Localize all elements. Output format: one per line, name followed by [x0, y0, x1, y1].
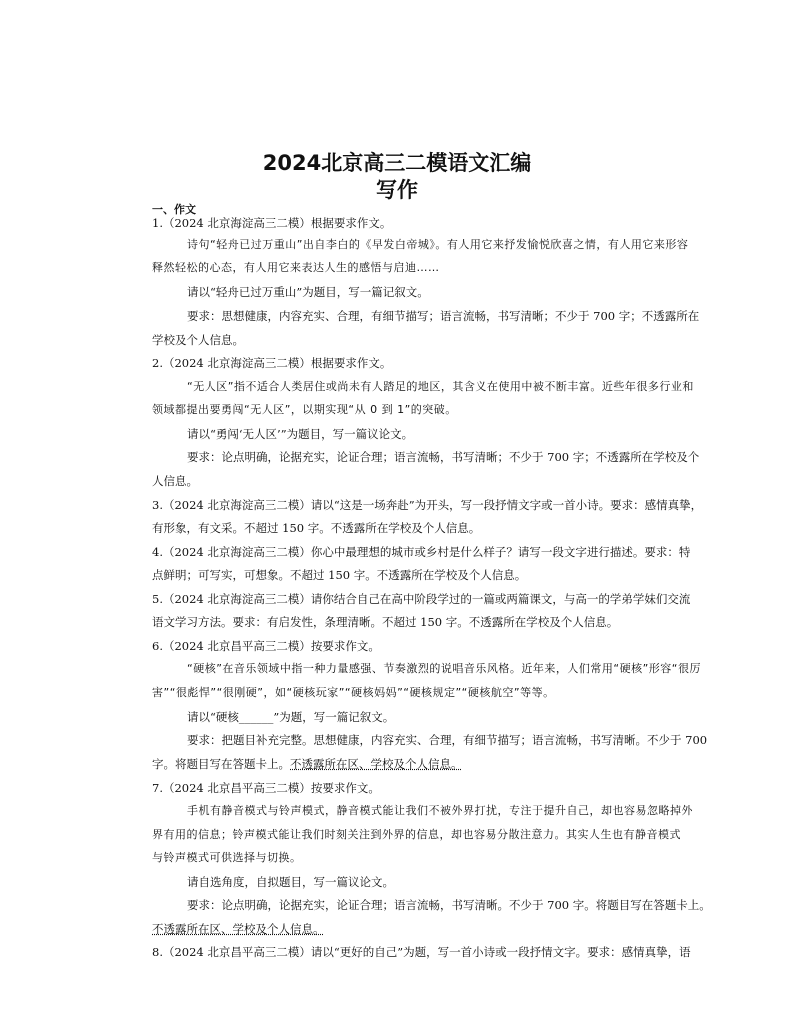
q6-heading: 6.（2024 北京昌平高三二模）按要求作文。 — [152, 639, 380, 653]
q1-heading: 1.（2024 北京海淀高三二模）根据要求作文。 — [152, 216, 392, 230]
q4-requirements: 点鲜明；可写实，可想象。不超过 150 字。不透露所在学校及个人信息。 — [152, 568, 527, 582]
page-subtitle: 写作 — [376, 178, 418, 202]
q7-privacy-note: 不透露所在区、学校及个人信息。 — [152, 922, 325, 936]
q1-material-line: 释然轻松的心态，有人用它来表达人生的感悟与启迪…… — [152, 261, 440, 274]
q5-requirements: 语文学习方法。要求：有启发性，条理清晰。不超过 150 字。不透露所在学校及个人信息。 — [152, 615, 619, 629]
q1-material-line: 诗句“轻舟已过万重山”出自李白的《早发白帝城》。有人用它来抒发愉悦欣喜之情，有人用它来形容 — [187, 238, 689, 251]
q6-requirements: 要求：把题目补充完整。思想健康，内容充实、合理，有细节描写；语言流畅，书写清晰。不少于 700 — [187, 733, 708, 747]
q7-requirements: 要求：论点明确，论据充实，论证合理；语言流畅，书写清晰。不少于 700 字。将题目写在答题卡上。 — [187, 898, 711, 912]
q7-material-line: 界有用的信息；铃声模式能让我们时刻关注到外界的信息，却也容易分散注意力。其实人生也有静音模式 — [152, 828, 681, 841]
q2-requirements: 人信息。 — [152, 474, 198, 488]
q1-requirements: 学校及个人信息。 — [152, 333, 244, 347]
section-heading: 一、作文 — [152, 203, 196, 216]
q2-material-line: 领域都提出要勇闯“无人区”，以期实现“从 0 到 1”的突破。 — [152, 403, 457, 416]
q6-requirements-part: 字。将题目写在答题卡上。 — [152, 757, 290, 771]
page-title: 2024北京高三二模语文汇编 — [262, 151, 532, 175]
q7-prompt: 请自选角度，自拟题目，写一篇议论文。 — [187, 875, 394, 889]
q4-heading: 4.（2024 北京海淀高三二模）你心中最理想的城市或乡村是什么样子？请写一段文字进行描述。要求：特 — [152, 545, 691, 559]
q2-requirements: 要求：论点明确，论据充实，论证合理；语言流畅，书写清晰；不少于 700 字；不透露所在学校及个 — [187, 450, 700, 464]
q6-privacy-note: 不透露所在区、学校及个人信息。 — [290, 757, 463, 771]
q1-requirements: 要求：思想健康，内容充实、合理，有细节描写；语言流畅，书写清晰；不少于 700 字；不透露所在 — [187, 309, 700, 323]
q7-material-line: 与铃声模式可供选择与切换。 — [152, 851, 302, 864]
q2-prompt: 请以“勇闯‘无人区’”为题目，写一篇议论文。 — [187, 427, 414, 441]
q2-heading: 2.（2024 北京海淀高三二模）根据要求作文。 — [152, 356, 392, 370]
q3-heading: 3.（2024 北京海淀高三二模）请以“这是一场奔赴”为开头，写一段抒情文字或一首小诗。要求：感情真挚， — [152, 498, 703, 512]
q2-material-line: “无人区”指不适合人类居住或尚未有人踏足的地区，其含义在使用中被不断丰富。近些年很多行业和 — [187, 380, 694, 393]
q5-heading: 5.（2024 北京海淀高三二模）请你结合自己在高中阶段学过的一篇或两篇课文，与高一的学弟学妹们交流 — [152, 592, 691, 606]
q7-heading: 7.（2024 北京昌平高三二模）按要求作文。 — [152, 781, 380, 795]
q7-material-line: 手机有静音模式与铃声模式，静音模式能让我们不被外界打扰，专注于提升自己，却也容易忽略掉外 — [187, 804, 693, 817]
q6-material-line: “硬核”在音乐领域中指一种力量感强、节奏激烈的说唱音乐风格。近年来，人们常用“硬核”形容“很厉 — [187, 662, 701, 675]
q8-heading: 8.（2024 北京昌平高三二模）请以“更好的自己”为题，写一首小诗或一段抒情文字。要求：感情真挚，语 — [152, 945, 691, 959]
q6-requirements — [152, 757, 712, 771]
q3-requirements: 有形象，有文采。不超过 150 字。不透露所在学校及个人信息。 — [152, 521, 481, 535]
q6-material-line: 害”“很彪悍”“很刚硬”，如“硬核玩家”“硬核妈妈”“硬核规定”“硬核航空”等等。 — [152, 686, 555, 699]
q6-prompt: 请以“硬核______”为题，写一篇记叙文。 — [187, 710, 395, 724]
q1-prompt: 请以“轻舟已过万重山”为题目，写一篇记叙文。 — [187, 285, 429, 299]
